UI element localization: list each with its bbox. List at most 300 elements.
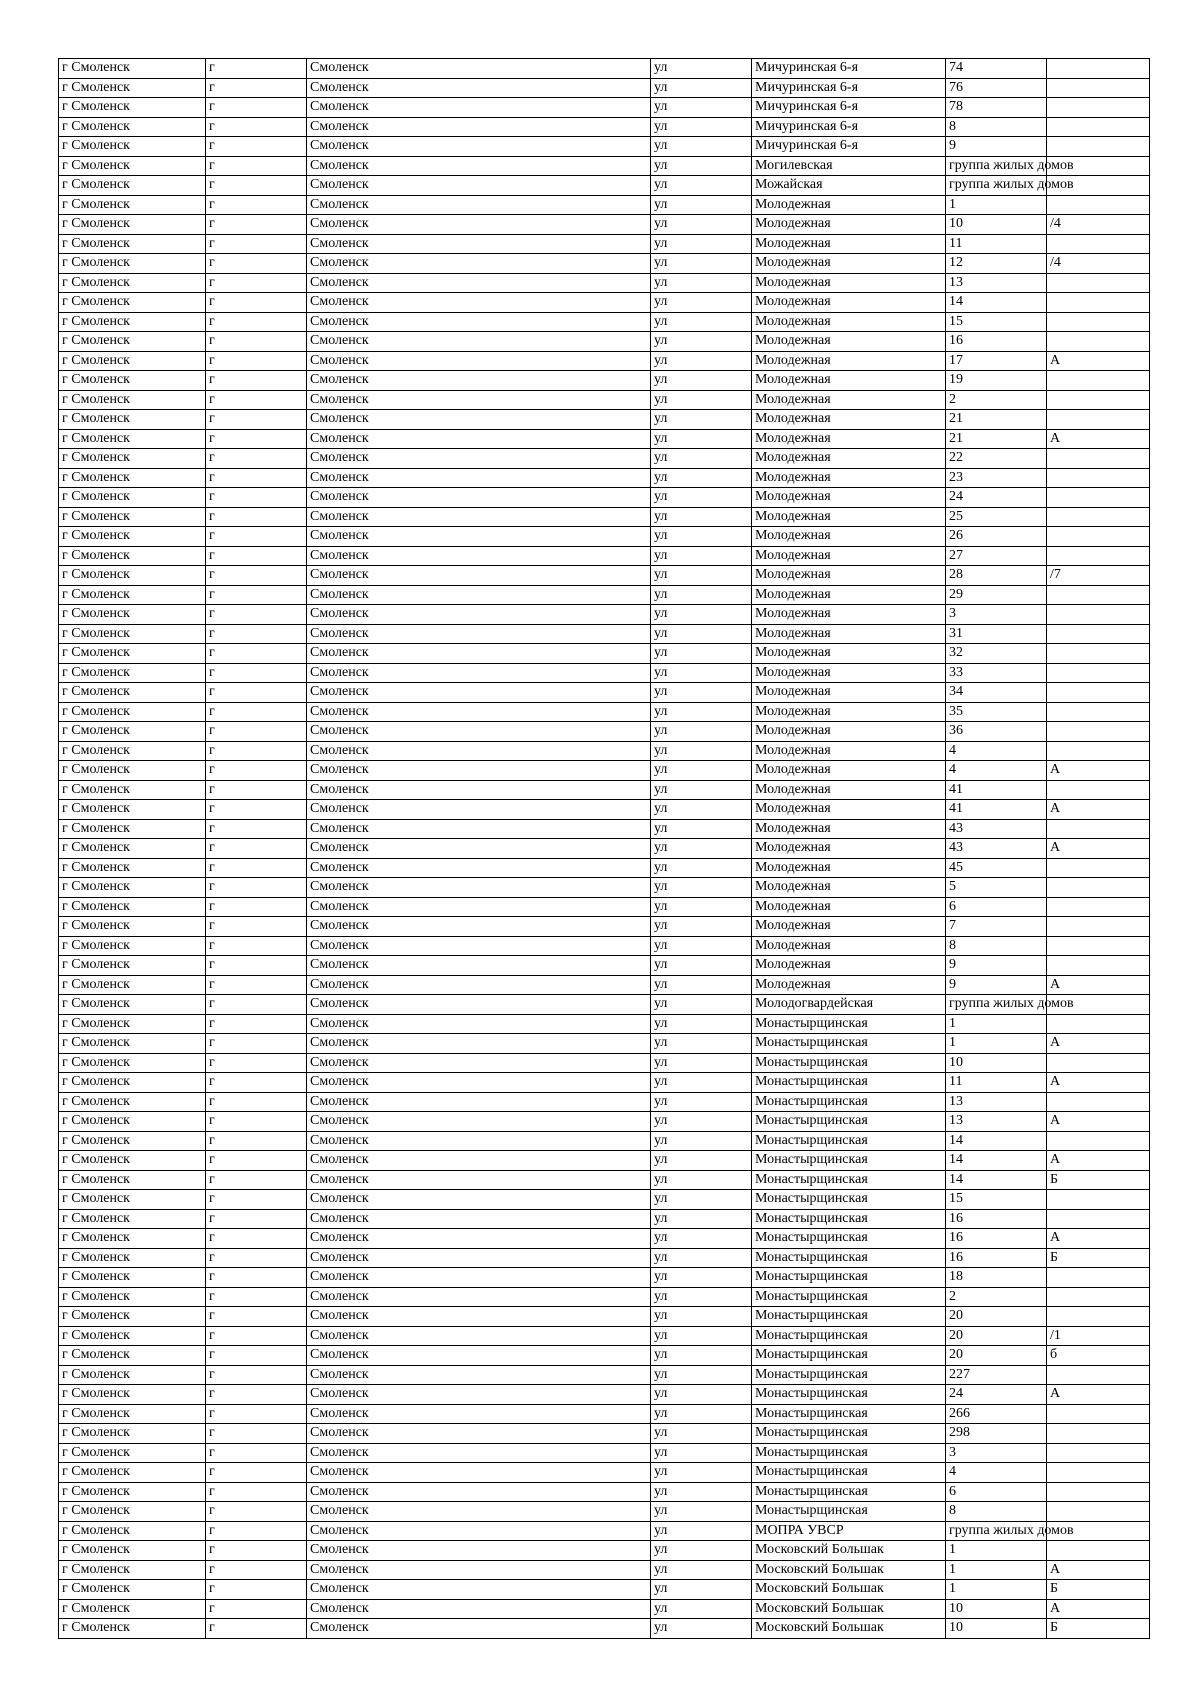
settlement-cell: г Смоленск	[59, 1248, 206, 1268]
table-row	[59, 449, 1150, 469]
house-letter-cell: А	[1047, 800, 1150, 820]
street-type-cell: ул	[651, 566, 752, 586]
house-letter-cell	[1047, 741, 1150, 761]
street-type-cell: ул	[651, 624, 752, 644]
street-type-cell: ул	[651, 117, 752, 137]
street-cell: Молодежная	[752, 722, 946, 742]
house-number-cell: 35	[946, 702, 1047, 722]
settlement-type-cell: г	[206, 1209, 307, 1229]
settlement-cell: г Смоленск	[59, 1151, 206, 1171]
settlement-type-cell: г	[206, 488, 307, 508]
street-type-cell: ул	[651, 1151, 752, 1171]
street-cell: Молодежная	[752, 741, 946, 761]
city-cell: Смоленск	[307, 917, 651, 937]
city-cell: Смоленск	[307, 527, 651, 547]
street-type-cell: ул	[651, 1209, 752, 1229]
street-type-cell: ул	[651, 878, 752, 898]
street-cell: Молодежная	[752, 975, 946, 995]
city-cell: Смоленск	[307, 956, 651, 976]
house-letter-cell	[1047, 117, 1150, 137]
street-type-cell: ул	[651, 1463, 752, 1483]
settlement-type-cell: г	[206, 975, 307, 995]
city-cell: Смоленск	[307, 1404, 651, 1424]
house-number-cell: 298	[946, 1424, 1047, 1444]
street-cell: Молодежная	[752, 507, 946, 527]
table-row	[59, 1560, 1150, 1580]
city-cell: Смоленск	[307, 1151, 651, 1171]
table-row	[59, 1619, 1150, 1639]
table-row	[59, 254, 1150, 274]
table-row	[59, 1229, 1150, 1249]
settlement-type-cell: г	[206, 1502, 307, 1522]
house-letter-cell	[1047, 878, 1150, 898]
street-type-cell: ул	[651, 215, 752, 235]
house-number-cell: 18	[946, 1268, 1047, 1288]
street-cell: Монастырщинская	[752, 1482, 946, 1502]
street-cell: Молодежная	[752, 917, 946, 937]
street-type-cell: ул	[651, 936, 752, 956]
house-letter-cell: А	[1047, 429, 1150, 449]
house-number-cell: 6	[946, 897, 1047, 917]
house-number-cell: 13	[946, 1092, 1047, 1112]
house-number-cell: группа жилых домов	[946, 995, 1047, 1015]
settlement-type-cell: г	[206, 1482, 307, 1502]
street-cell: Монастырщинская	[752, 1229, 946, 1249]
house-number-cell: 11	[946, 1073, 1047, 1093]
table-row	[59, 1346, 1150, 1366]
street-type-cell: ул	[651, 507, 752, 527]
street-type-cell: ул	[651, 683, 752, 703]
table-row	[59, 624, 1150, 644]
house-letter-cell	[1047, 1307, 1150, 1327]
city-cell: Смоленск	[307, 1326, 651, 1346]
house-number-cell: 19	[946, 371, 1047, 391]
table-row	[59, 429, 1150, 449]
street-cell: Монастырщинская	[752, 1170, 946, 1190]
street-type-cell: ул	[651, 1560, 752, 1580]
table-row	[59, 527, 1150, 547]
street-type-cell: ул	[651, 1092, 752, 1112]
city-cell: Смоленск	[307, 1443, 651, 1463]
street-type-cell: ул	[651, 390, 752, 410]
table-row	[59, 975, 1150, 995]
house-letter-cell	[1047, 1502, 1150, 1522]
settlement-cell: г Смоленск	[59, 137, 206, 157]
house-letter-cell	[1047, 59, 1150, 79]
settlement-cell: г Смоленск	[59, 1073, 206, 1093]
table-row	[59, 59, 1150, 79]
settlement-type-cell: г	[206, 1463, 307, 1483]
city-cell: Смоленск	[307, 507, 651, 527]
settlement-type-cell: г	[206, 1521, 307, 1541]
table-row	[59, 741, 1150, 761]
settlement-cell: г Смоленск	[59, 1346, 206, 1366]
house-letter-cell: А	[1047, 1599, 1150, 1619]
street-cell: Могилевская	[752, 156, 946, 176]
house-letter-cell	[1047, 98, 1150, 118]
settlement-cell: г Смоленск	[59, 371, 206, 391]
street-type-cell: ул	[651, 819, 752, 839]
house-number-cell: 74	[946, 59, 1047, 79]
street-type-cell: ул	[651, 1541, 752, 1561]
city-cell: Смоленск	[307, 1560, 651, 1580]
street-cell: Монастырщинская	[752, 1073, 946, 1093]
settlement-type-cell: г	[206, 1307, 307, 1327]
street-cell: Молодежная	[752, 410, 946, 430]
house-number-cell: 28	[946, 566, 1047, 586]
city-cell: Смоленск	[307, 878, 651, 898]
house-letter-cell: А	[1047, 1034, 1150, 1054]
city-cell: Смоленск	[307, 156, 651, 176]
city-cell: Смоленск	[307, 59, 651, 79]
street-type-cell: ул	[651, 273, 752, 293]
street-type-cell: ул	[651, 1482, 752, 1502]
settlement-cell: г Смоленск	[59, 488, 206, 508]
settlement-type-cell: г	[206, 741, 307, 761]
table-row	[59, 800, 1150, 820]
settlement-cell: г Смоленск	[59, 1521, 206, 1541]
house-letter-cell: А	[1047, 1151, 1150, 1171]
table-row	[59, 683, 1150, 703]
street-type-cell: ул	[651, 1268, 752, 1288]
house-number-cell: 10	[946, 1599, 1047, 1619]
city-cell: Смоленск	[307, 624, 651, 644]
city-cell: Смоленск	[307, 176, 651, 196]
house-letter-cell	[1047, 78, 1150, 98]
settlement-cell: г Смоленск	[59, 566, 206, 586]
street-cell: Монастырщинская	[752, 1385, 946, 1405]
table-row	[59, 410, 1150, 430]
city-cell: Смоленск	[307, 78, 651, 98]
street-type-cell: ул	[651, 1190, 752, 1210]
table-row	[59, 761, 1150, 781]
table-row	[59, 878, 1150, 898]
street-cell: Молодежная	[752, 527, 946, 547]
table-row	[59, 371, 1150, 391]
house-letter-cell	[1047, 273, 1150, 293]
settlement-cell: г Смоленск	[59, 1268, 206, 1288]
house-number-cell: 10	[946, 1619, 1047, 1639]
house-number-cell: 10	[946, 215, 1047, 235]
house-letter-cell	[1047, 780, 1150, 800]
street-cell: Монастырщинская	[752, 1463, 946, 1483]
settlement-type-cell: г	[206, 1112, 307, 1132]
table-row	[59, 1502, 1150, 1522]
table-row	[59, 1092, 1150, 1112]
table-row	[59, 137, 1150, 157]
street-type-cell: ул	[651, 1404, 752, 1424]
house-letter-cell: /4	[1047, 215, 1150, 235]
house-number-cell: 9	[946, 137, 1047, 157]
street-cell: Молодежная	[752, 800, 946, 820]
settlement-type-cell: г	[206, 1053, 307, 1073]
settlement-type-cell: г	[206, 1229, 307, 1249]
table-row	[59, 1385, 1150, 1405]
street-cell: Молодежная	[752, 936, 946, 956]
street-cell: Молодежная	[752, 702, 946, 722]
street-type-cell: ул	[651, 332, 752, 352]
street-cell: Молодежная	[752, 585, 946, 605]
house-number-cell: 45	[946, 858, 1047, 878]
house-number-cell: 12	[946, 254, 1047, 274]
settlement-cell: г Смоленск	[59, 975, 206, 995]
settlement-type-cell: г	[206, 761, 307, 781]
city-cell: Смоленск	[307, 117, 651, 137]
house-letter-cell	[1047, 1268, 1150, 1288]
house-number-cell: 4	[946, 741, 1047, 761]
house-letter-cell	[1047, 644, 1150, 664]
house-number-cell: 1	[946, 1034, 1047, 1054]
table-row	[59, 897, 1150, 917]
house-letter-cell	[1047, 956, 1150, 976]
settlement-type-cell: г	[206, 117, 307, 137]
table-row	[59, 1599, 1150, 1619]
street-cell: Московский Большак	[752, 1580, 946, 1600]
street-type-cell: ул	[651, 293, 752, 313]
settlement-cell: г Смоленск	[59, 215, 206, 235]
street-cell: Мичуринская 6-я	[752, 117, 946, 137]
house-letter-cell	[1047, 702, 1150, 722]
city-cell: Смоленск	[307, 683, 651, 703]
city-cell: Смоленск	[307, 371, 651, 391]
table-row	[59, 507, 1150, 527]
settlement-type-cell: г	[206, 176, 307, 196]
house-letter-cell	[1047, 410, 1150, 430]
house-letter-cell: А	[1047, 839, 1150, 859]
street-type-cell: ул	[651, 468, 752, 488]
house-letter-cell	[1047, 1053, 1150, 1073]
settlement-cell: г Смоленск	[59, 624, 206, 644]
settlement-type-cell: г	[206, 683, 307, 703]
house-number-cell: 2	[946, 390, 1047, 410]
street-type-cell: ул	[651, 858, 752, 878]
table-row	[59, 917, 1150, 937]
house-number-cell: 25	[946, 507, 1047, 527]
table-row	[59, 1268, 1150, 1288]
street-type-cell: ул	[651, 917, 752, 937]
settlement-cell: г Смоленск	[59, 663, 206, 683]
settlement-cell: г Смоленск	[59, 1580, 206, 1600]
settlement-type-cell: г	[206, 839, 307, 859]
settlement-type-cell: г	[206, 917, 307, 937]
house-letter-cell	[1047, 371, 1150, 391]
street-cell: Молодежная	[752, 644, 946, 664]
settlement-type-cell: г	[206, 293, 307, 313]
street-type-cell: ул	[651, 1443, 752, 1463]
table-row	[59, 156, 1150, 176]
street-cell: Молодежная	[752, 234, 946, 254]
street-type-cell: ул	[651, 1365, 752, 1385]
settlement-type-cell: г	[206, 546, 307, 566]
settlement-cell: г Смоленск	[59, 1502, 206, 1522]
street-cell: Молодежная	[752, 858, 946, 878]
house-letter-cell: /7	[1047, 566, 1150, 586]
settlement-cell: г Смоленск	[59, 1229, 206, 1249]
house-letter-cell	[1047, 722, 1150, 742]
house-number-cell: 76	[946, 78, 1047, 98]
house-number-cell: 13	[946, 1112, 1047, 1132]
table-row	[59, 858, 1150, 878]
street-cell: Монастырщинская	[752, 1014, 946, 1034]
settlement-type-cell: г	[206, 98, 307, 118]
settlement-type-cell: г	[206, 1385, 307, 1405]
street-cell: Молодежная	[752, 663, 946, 683]
city-cell: Смоленск	[307, 741, 651, 761]
house-letter-cell: А	[1047, 1112, 1150, 1132]
house-number-cell: 29	[946, 585, 1047, 605]
table-row	[59, 1541, 1150, 1561]
house-letter-cell: А	[1047, 351, 1150, 371]
house-number-cell: 13	[946, 273, 1047, 293]
settlement-type-cell: г	[206, 1580, 307, 1600]
house-number-cell: 266	[946, 1404, 1047, 1424]
settlement-type-cell: г	[206, 1619, 307, 1639]
street-type-cell: ул	[651, 1502, 752, 1522]
house-letter-cell	[1047, 293, 1150, 313]
house-number-cell: 1	[946, 1580, 1047, 1600]
settlement-type-cell: г	[206, 507, 307, 527]
settlement-type-cell: г	[206, 644, 307, 664]
house-number-cell: 16	[946, 332, 1047, 352]
city-cell: Смоленск	[307, 195, 651, 215]
house-letter-cell	[1047, 1424, 1150, 1444]
house-letter-cell	[1047, 1463, 1150, 1483]
settlement-type-cell: г	[206, 663, 307, 683]
settlement-type-cell: г	[206, 858, 307, 878]
city-cell: Смоленск	[307, 800, 651, 820]
street-cell: Молодогвардейская	[752, 995, 946, 1015]
city-cell: Смоленск	[307, 1580, 651, 1600]
settlement-cell: г Смоленск	[59, 936, 206, 956]
settlement-cell: г Смоленск	[59, 59, 206, 79]
settlement-type-cell: г	[206, 527, 307, 547]
street-type-cell: ул	[651, 1014, 752, 1034]
house-number-cell: 8	[946, 936, 1047, 956]
settlement-cell: г Смоленск	[59, 117, 206, 137]
house-number-cell: 32	[946, 644, 1047, 664]
house-number-cell: 5	[946, 878, 1047, 898]
city-cell: Смоленск	[307, 137, 651, 157]
street-type-cell: ул	[651, 1248, 752, 1268]
settlement-type-cell: г	[206, 605, 307, 625]
table-row	[59, 1190, 1150, 1210]
table-row	[59, 605, 1150, 625]
city-cell: Смоленск	[307, 468, 651, 488]
street-cell: Монастырщинская	[752, 1424, 946, 1444]
table-row	[59, 566, 1150, 586]
settlement-cell: г Смоленск	[59, 839, 206, 859]
table-row	[59, 546, 1150, 566]
settlement-type-cell: г	[206, 1287, 307, 1307]
house-letter-cell	[1047, 819, 1150, 839]
street-type-cell: ул	[651, 722, 752, 742]
table-row	[59, 468, 1150, 488]
table-row	[59, 1580, 1150, 1600]
settlement-cell: г Смоленск	[59, 1619, 206, 1639]
settlement-cell: г Смоленск	[59, 449, 206, 469]
house-letter-cell	[1047, 1131, 1150, 1151]
settlement-cell: г Смоленск	[59, 234, 206, 254]
settlement-cell: г Смоленск	[59, 1326, 206, 1346]
house-number-cell: 34	[946, 683, 1047, 703]
house-number-cell: 9	[946, 956, 1047, 976]
table-row	[59, 956, 1150, 976]
table-row	[59, 663, 1150, 683]
house-number-cell: 1	[946, 195, 1047, 215]
settlement-cell: г Смоленск	[59, 507, 206, 527]
house-number-cell: 3	[946, 605, 1047, 625]
table-row	[59, 117, 1150, 137]
settlement-cell: г Смоленск	[59, 819, 206, 839]
settlement-cell: г Смоленск	[59, 585, 206, 605]
street-type-cell: ул	[651, 897, 752, 917]
table-row	[59, 195, 1150, 215]
street-cell: Монастырщинская	[752, 1326, 946, 1346]
settlement-type-cell: г	[206, 897, 307, 917]
city-cell: Смоленск	[307, 839, 651, 859]
city-cell: Смоленск	[307, 1619, 651, 1639]
address-table	[58, 58, 1150, 1639]
settlement-type-cell: г	[206, 351, 307, 371]
settlement-cell: г Смоленск	[59, 1287, 206, 1307]
house-letter-cell	[1047, 1541, 1150, 1561]
settlement-cell: г Смоленск	[59, 1541, 206, 1561]
street-type-cell: ул	[651, 137, 752, 157]
street-cell: Мичуринская 6-я	[752, 137, 946, 157]
table-row	[59, 1034, 1150, 1054]
table-row	[59, 1424, 1150, 1444]
city-cell: Смоленск	[307, 254, 651, 274]
street-cell: Монастырщинская	[752, 1502, 946, 1522]
street-cell: Молодежная	[752, 195, 946, 215]
street-cell: Молодежная	[752, 293, 946, 313]
settlement-cell: г Смоленск	[59, 683, 206, 703]
house-letter-cell	[1047, 897, 1150, 917]
settlement-cell: г Смоленск	[59, 1365, 206, 1385]
house-letter-cell	[1047, 137, 1150, 157]
house-letter-cell: б	[1047, 1346, 1150, 1366]
settlement-type-cell: г	[206, 1170, 307, 1190]
city-cell: Смоленск	[307, 234, 651, 254]
settlement-cell: г Смоленск	[59, 858, 206, 878]
settlement-cell: г Смоленск	[59, 1034, 206, 1054]
street-cell: Монастырщинская	[752, 1053, 946, 1073]
settlement-type-cell: г	[206, 312, 307, 332]
city-cell: Смоленск	[307, 488, 651, 508]
street-type-cell: ул	[651, 1131, 752, 1151]
house-letter-cell: /1	[1047, 1326, 1150, 1346]
street-type-cell: ул	[651, 1385, 752, 1405]
house-number-cell: 15	[946, 312, 1047, 332]
settlement-type-cell: г	[206, 1365, 307, 1385]
street-type-cell: ул	[651, 1346, 752, 1366]
settlement-cell: г Смоленск	[59, 702, 206, 722]
street-cell: Молодежная	[752, 254, 946, 274]
house-number-cell: 1	[946, 1014, 1047, 1034]
settlement-type-cell: г	[206, 332, 307, 352]
city-cell: Смоленск	[307, 1424, 651, 1444]
table-row	[59, 780, 1150, 800]
table-row	[59, 1151, 1150, 1171]
house-letter-cell	[1047, 234, 1150, 254]
settlement-cell: г Смоленск	[59, 800, 206, 820]
street-type-cell: ул	[651, 98, 752, 118]
house-number-cell: группа жилых домов	[946, 176, 1047, 196]
house-number-cell: 24	[946, 1385, 1047, 1405]
house-letter-cell: /4	[1047, 254, 1150, 274]
street-type-cell: ул	[651, 1073, 752, 1093]
settlement-type-cell: г	[206, 819, 307, 839]
